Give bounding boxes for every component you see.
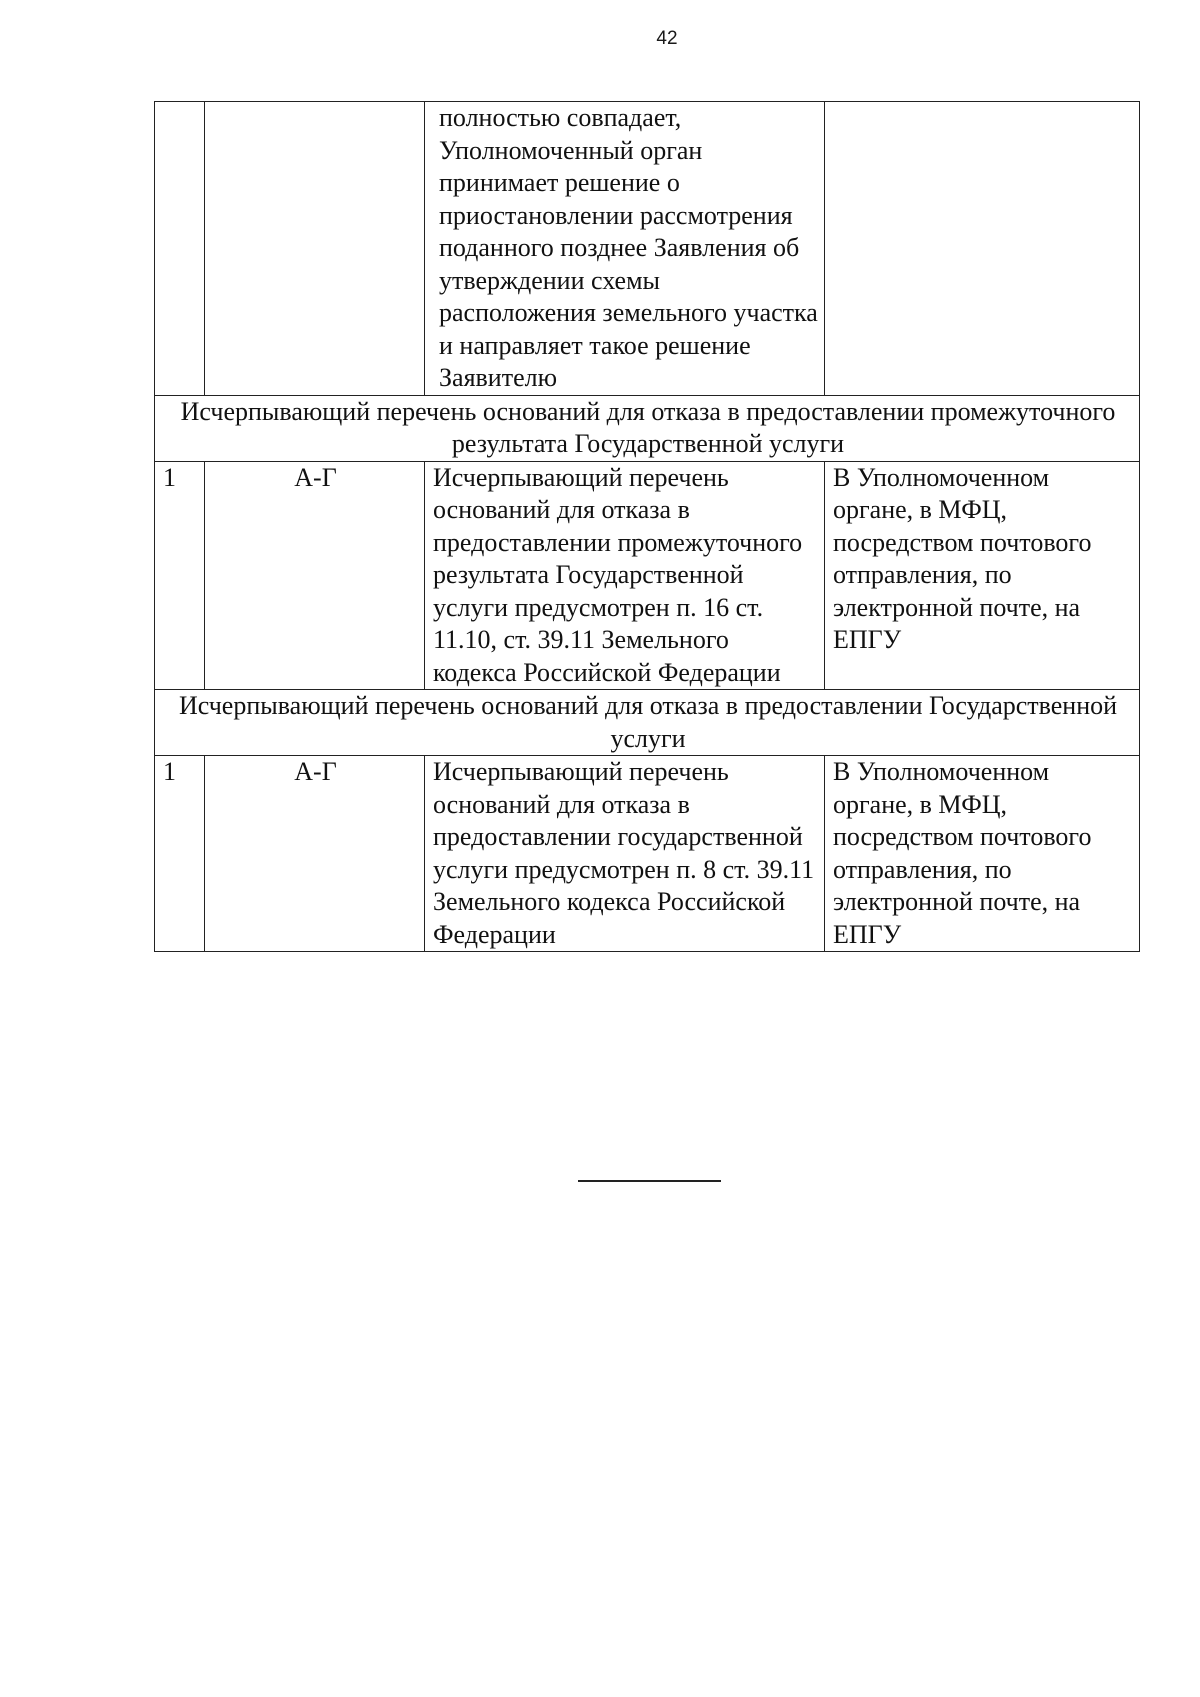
table-row — [155, 102, 1140, 396]
row-number-cell: 1 — [155, 461, 205, 690]
page-number: 42 — [656, 28, 678, 49]
section-title: Исчерпывающий перечень оснований для отказа в предоставлении Государственной услуги — [155, 690, 1140, 756]
row-number-cell — [155, 102, 205, 396]
description-cell: Исчерпывающий перечень оснований для отказа в предоставлении государственной услуги предусмотрен п. 8 ст. 39.11 Земельного кодекса Российской Федерации — [425, 756, 825, 952]
end-of-document-rule — [578, 1180, 721, 1182]
delivery-method-cell: В Уполномоченном органе, в МФЦ, посредством почтового отправления, по электронной почте, на ЕПГУ — [825, 461, 1140, 690]
table-row — [155, 461, 1140, 690]
table-row — [155, 756, 1140, 952]
applicant-category-cell: А-Г — [205, 756, 425, 952]
delivery-method-cell — [825, 102, 1140, 396]
description-cell: полностью совпадает, Уполномоченный орган принимает решение о приостановлении рассмотрения поданного позднее Заявления об утверждении схемы расположения земельного участка и направляет такое решение Заявителю — [425, 102, 825, 396]
applicant-category-cell: А-Г — [205, 461, 425, 690]
row-number-cell: 1 — [155, 756, 205, 952]
description-cell: Исчерпывающий перечень оснований для отказа в предоставлении промежуточного результата Государственной услуги предусмотрен п. 16 ст. 11.10, ст. 39.11 Земельного кодекса Российской Федерации — [425, 461, 825, 690]
section-title: Исчерпывающий перечень оснований для отказа в предоставлении промежуточного результата Государственной услуги — [155, 395, 1140, 461]
delivery-method-cell: В Уполномоченном органе, в МФЦ, посредством почтового отправления, по электронной почте, на ЕПГУ — [825, 756, 1140, 952]
applicant-category-cell — [205, 102, 425, 396]
grounds-table — [154, 101, 1140, 952]
section-header-row — [155, 690, 1140, 756]
section-header-row — [155, 395, 1140, 461]
